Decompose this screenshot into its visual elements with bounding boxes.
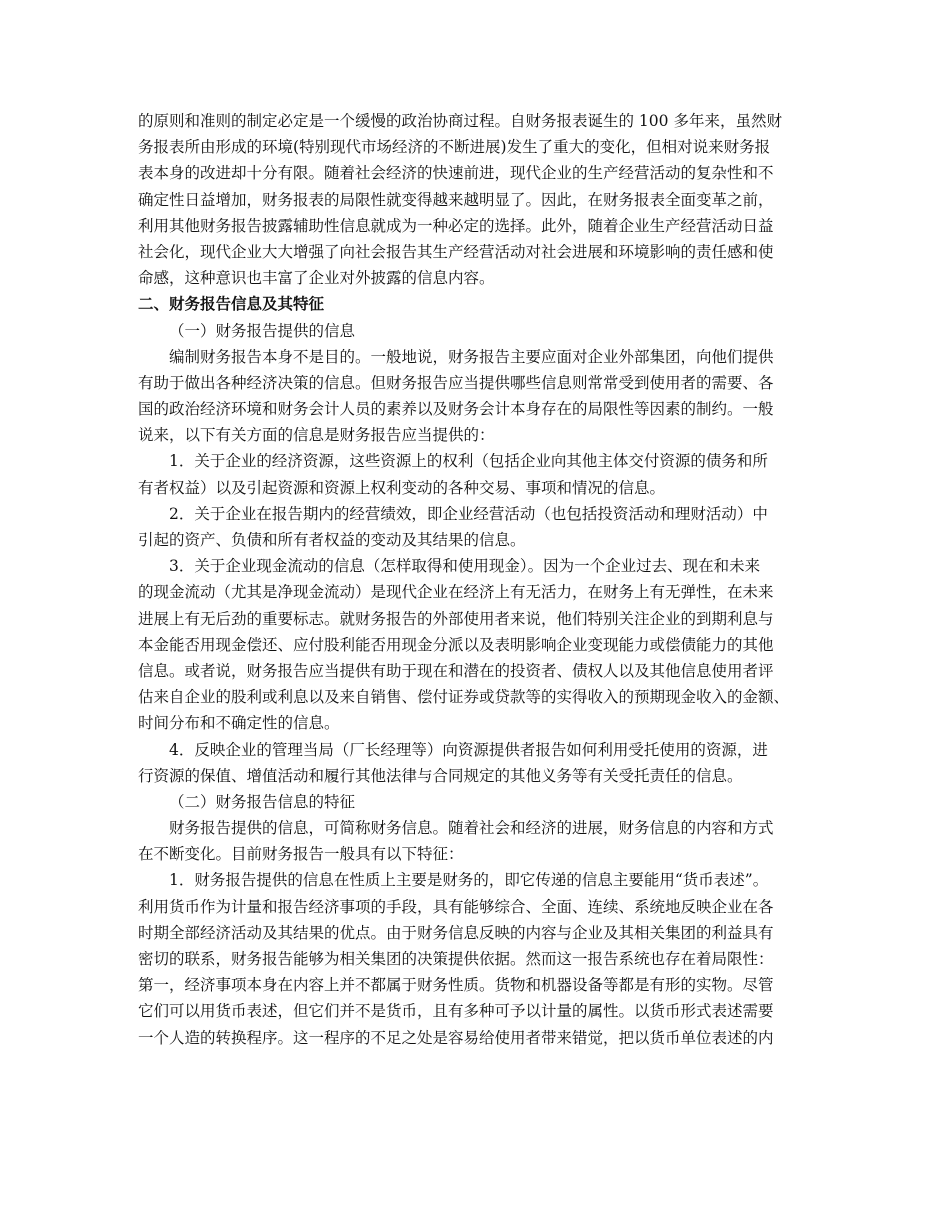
text-line: 进展上有无后劲的重要标志。就财务报告的外部使用者来说，他们特别关注企业的到期利息与	[138, 609, 774, 628]
list-item	[138, 737, 828, 789]
text-line: 3．关于企业现金流动的信息（怎样取得和使用现金）。因为一个企业过去、现在和未来	[169, 557, 761, 576]
text-line: 务报表所由形成的环境(特别现代市场经济的不断进展)发生了重大的变化，但相对说来财务报	[138, 138, 771, 157]
text-line: 的原则和准则的制定必定是一个缓慢的政治协商过程。自财务报表诞生的 100 多年来，虽然财	[138, 112, 782, 130]
text-line: 引起的资产、负债和所有者权益的变动及其结果的信息。	[138, 531, 526, 549]
text-line: 4．反映企业的管理当局（厂长经理等）向资源提供者报告如何利用受托使用的资源，进	[169, 740, 768, 759]
paragraph	[138, 815, 828, 867]
text-line: 利用货币作为计量和报告经济事项的手段，具有能够综合、全面、连续、系统地反映企业在各	[138, 897, 774, 916]
text-line: 信息。或者说，财务报告应当提供有助于现在和潜在的投资者、债权人以及其他信息使用者评	[138, 661, 774, 680]
text-line: 估来自企业的股利或利息以及来自销售、偿付证券或贷款等的实得收入的预期现金收入的金额、	[138, 688, 790, 707]
text-line: 财务报告提供的信息，可简称财务信息。随着社会和经济的进展，财务信息的内容和方式	[169, 819, 774, 838]
text-line: 利用其他财务报告披露辅助性信息就成为一种必定的选择。此外，随着企业生产经营活动日益	[138, 216, 774, 235]
text-line: 一个人造的转换程序。这一程序的不足之处是容易给使用者带来错觉，把以货币单位表述的内	[138, 1028, 774, 1047]
subsection-heading: （二）财务报告信息的特征	[169, 792, 356, 811]
text-line: 的现金流动（尤其是净现金流动）是现代企业在经济上有无活力，在财务上有无弹性，在未来	[138, 583, 774, 602]
text-line: 1．财务报告提供的信息在性质上主要是财务的，即它传递的信息主要能用“货币表述”。	[169, 871, 769, 890]
text-line: 表本身的改进却十分有限。随着社会经济的快速前进，现代企业的生产经营活动的复杂性和不	[138, 164, 774, 183]
document-body	[138, 108, 828, 1051]
text-line: 时间分布和不确定性的信息。	[138, 714, 340, 733]
text-line: 在不断变化。目前财务报告一般具有以下特征：	[138, 845, 464, 864]
text-line: 国的政治经济环境和财务会计人员的素养以及财务会计本身存在的局限性等因素的制约。一般	[138, 400, 774, 419]
text-line: 有者权益）以及引起资源和资源上权利变动的各种交易、事项和情况的信息。	[138, 478, 666, 497]
list-item	[138, 553, 828, 736]
text-line: 编制财务报告本身不是目的。一般地说，财务报告主要应面对企业外部集团，向他们提供	[169, 347, 774, 366]
section-heading: 二、财务报告信息及其特征	[138, 295, 325, 314]
text-line: 社会化，现代企业大大增强了向社会报告其生产经营活动对社会进展和环境影响的责任感和使	[138, 242, 774, 261]
list-item	[138, 501, 828, 553]
intro-paragraph	[138, 108, 828, 291]
text-line: 行资源的保值、增值活动和履行其他法律与合同规定的其他义务等有关受托责任的信息。	[138, 766, 743, 785]
text-line: 命感，这种意识也丰富了企业对外披露的信息内容。	[138, 269, 495, 288]
text-line: 1．关于企业的经济资源，这些资源上的权利（包括企业向其他主体交付资源的债务和所	[169, 452, 768, 471]
text-line: 密切的联系，财务报告能够为相关集团的决策提供依据。然而这一报告系统也存在着局限性：	[138, 950, 774, 968]
text-line: 说来，以下有关方面的信息是财务报告应当提供的：	[138, 426, 495, 445]
paragraph	[138, 344, 828, 449]
subsection-heading: （一）财务报告提供的信息	[169, 321, 356, 340]
list-item	[138, 448, 828, 500]
text-line: 时期全部经济活动及其结果的优点。由于财务信息反映的内容与企业及其相关集团的利益具有	[138, 923, 774, 942]
text-line: 它们可以用货币表述，但它们并不是货币，且有多种可予以计量的属性。以货币形式表述需要	[138, 1002, 774, 1021]
text-line: 2．关于企业在报告期内的经营绩效，即企业经营活动（也包括投资活动和理财活动）中	[169, 504, 768, 523]
text-line: 本金能否用现金偿还、应付股利能否用现金分派以及表明影响企业变现能力或偿债能力的其他	[138, 635, 774, 654]
text-line: 有助于做出各种经济决策的信息。但财务报告应当提供哪些信息则常常受到使用者的需要、各	[138, 373, 774, 392]
text-line: 第一，经济事项本身在内容上并不都属于财务性质。货物和机器设备等都是有形的实物。尽管	[138, 976, 774, 995]
list-item	[138, 867, 828, 1050]
text-line: 确定性日益增加，财务报表的局限性就变得越来越明显了。因此，在财务报表全面变革之前，	[138, 190, 774, 209]
